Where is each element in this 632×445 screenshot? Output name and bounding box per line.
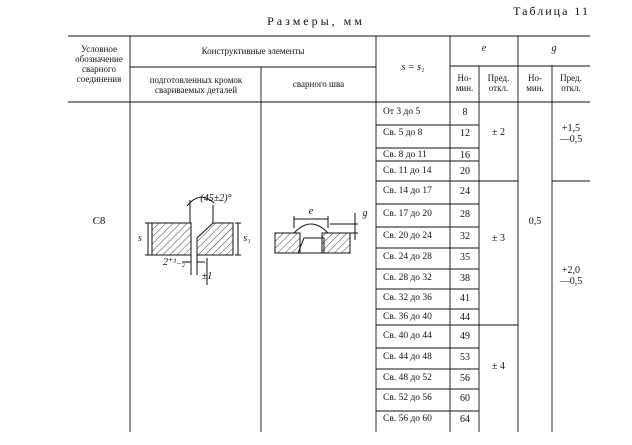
label-angle: (45±2)° (200, 193, 232, 204)
header-g-dev (552, 73, 590, 93)
row-e-nominal: 8 (462, 107, 468, 118)
caption-text: Размеры, мм (267, 14, 365, 28)
row-e-nominal: 35 (460, 252, 470, 263)
row-e-nominal: 49 (460, 331, 470, 342)
label-s1: s₁ (243, 233, 251, 244)
row-e-nominal: 53 (460, 352, 470, 363)
header-elements: Конструктивные элементы (201, 46, 305, 56)
header-prepared-edges (131, 75, 261, 95)
row-range: Св. 11 до 14 (383, 166, 432, 176)
row-range: Св. 17 до 20 (383, 209, 432, 219)
row-range: Св. 52 до 56 (383, 393, 432, 403)
label-gap: 2⁺¹₋₂ (163, 257, 186, 268)
header-e-nom (450, 73, 479, 93)
header-g: g (551, 43, 557, 54)
row-e-nominal: 38 (460, 273, 470, 284)
row-range: Св. 24 до 28 (383, 252, 432, 262)
row-range: Св. 28 до 32 (383, 273, 432, 283)
label-g-dim: g (362, 208, 368, 219)
row-range: Св. 14 до 17 (383, 186, 432, 196)
header-e-dev-line1: Пред. (487, 73, 510, 83)
g-nominal: 0,5 (528, 216, 542, 227)
label-s: s (138, 233, 142, 244)
row-e-nominal: 20 (460, 166, 470, 177)
header-prepared-line1: подготовленных кромок (149, 75, 243, 85)
header-weld: сварного шва (292, 79, 345, 89)
header-e-dev (479, 73, 518, 93)
row-range: Св. 20 до 24 (383, 231, 432, 241)
row-range: Св. 44 до 48 (383, 352, 432, 362)
row-e-nominal: 56 (460, 373, 470, 384)
weld-drawing (275, 213, 358, 253)
row-e-nominal: 44 (460, 312, 470, 323)
label-e-dim: e (308, 206, 314, 217)
table-number: Таблица 11 (513, 4, 590, 18)
row-range: Св. 8 до 11 (383, 150, 427, 160)
row-e-nominal: 16 (460, 150, 470, 161)
header-designation-line4: соединения (76, 74, 122, 84)
e-tolerance-3: ± 4 (492, 361, 505, 372)
row-range: Св. 48 до 52 (383, 373, 432, 383)
header-e-dev-line2: откл. (488, 83, 509, 93)
header-s-formula: s = s₁ (401, 62, 425, 73)
e-tolerance-2: ± 3 (492, 233, 505, 244)
row-range: Св. 56 до 60 (383, 414, 432, 424)
row-e-nominal: 41 (460, 293, 470, 304)
header-g-dev-line2: откл. (561, 83, 581, 93)
g-tolerance-2-minus: —0,5 (559, 276, 583, 287)
header-e: e (481, 43, 487, 54)
e-tolerance-1: ± 2 (492, 127, 505, 138)
header-prepared-line2: свариваемых деталей (154, 85, 238, 95)
row-e-nominal: 64 (460, 414, 470, 425)
row-range: От 3 до 5 (383, 107, 421, 117)
row-e-nominal: 32 (460, 231, 470, 242)
row-range: Св. 5 до 8 (383, 128, 423, 138)
g-tolerance-1 (552, 123, 590, 145)
header-g-dev-line1: Пред. (560, 73, 582, 83)
row-e-nominal: 60 (460, 393, 470, 404)
row-range: Св. 36 до 40 (383, 312, 432, 322)
header-designation (70, 44, 128, 84)
header-g-nom-line2: мин. (526, 83, 544, 93)
header-g-nom (518, 73, 552, 93)
g-tolerance-1-plus: +1,5 (561, 123, 581, 134)
row-e-nominal: 24 (460, 186, 470, 197)
prepared-edges-drawing (145, 197, 241, 285)
row-range: Св. 40 до 44 (383, 331, 432, 341)
row-e-nominal: 12 (460, 128, 470, 139)
row-e-nominal: 28 (460, 209, 470, 220)
header-designation-line1: Условное (81, 44, 117, 54)
header-e-nom-line2: мин. (455, 83, 474, 93)
row-range: Св. 32 до 36 (383, 293, 432, 303)
header-e-nom-line1: Но- (457, 73, 472, 83)
g-tolerance-2 (552, 265, 590, 287)
label-tol: ±1 (201, 271, 213, 282)
g-tolerance-1-minus: —0,5 (559, 134, 583, 145)
header-designation-line3: сварного (82, 64, 116, 74)
designation-value: C8 (92, 215, 106, 227)
header-g-nom-line1: Но- (528, 73, 542, 83)
g-tolerance-2-plus: +2,0 (561, 265, 581, 276)
header-designation-line2: обозначение (75, 54, 123, 64)
